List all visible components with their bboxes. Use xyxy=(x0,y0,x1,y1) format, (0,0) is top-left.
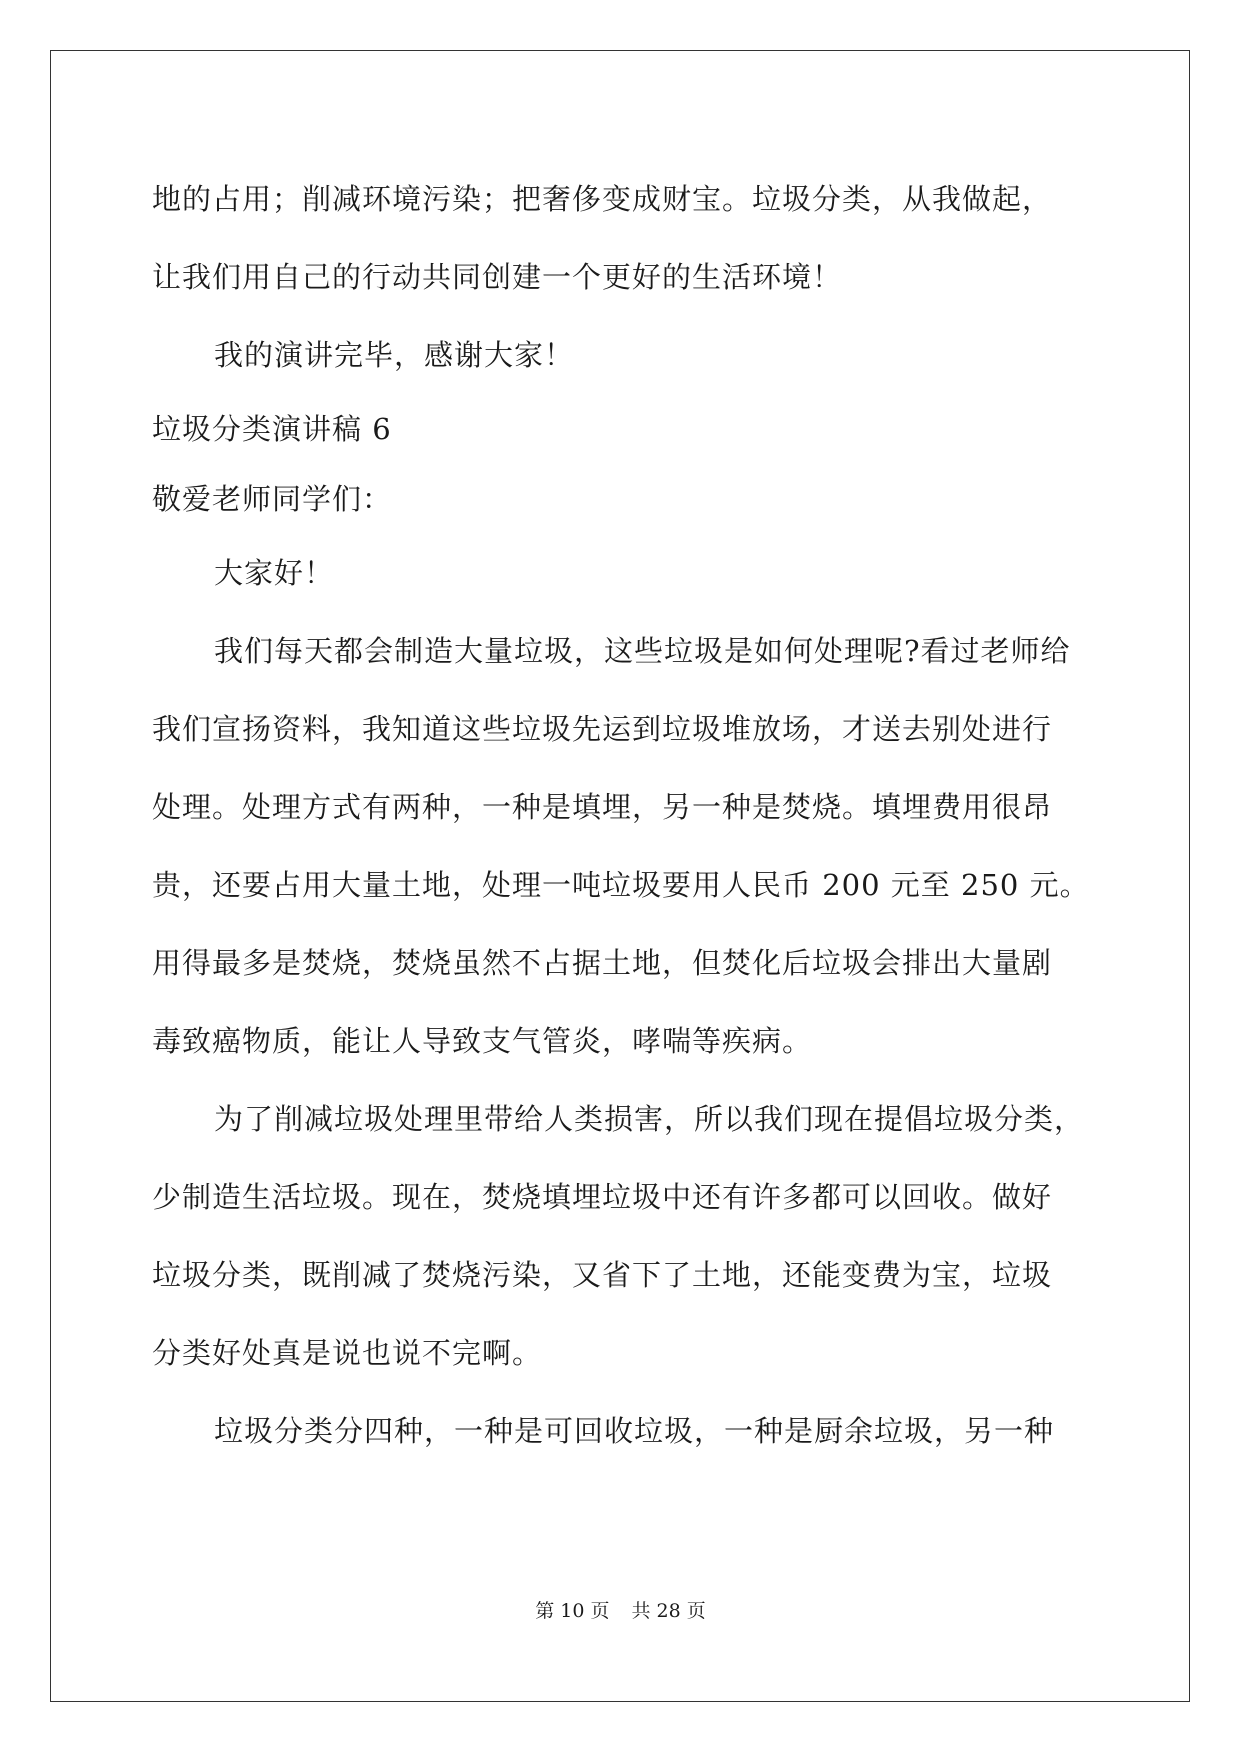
section-title: 垃圾分类演讲稿 6 xyxy=(152,412,392,446)
paragraph-line: 毒致癌物质，能让人导致支气管炎，哮喘等疾病。 xyxy=(152,1024,813,1058)
page-footer xyxy=(0,1596,1241,1623)
page-number-current: 第 10 页 xyxy=(535,1600,610,1622)
paragraph-line: 垃圾分类分四种，一种是可回收垃圾，一种是厨余垃圾，另一种 xyxy=(214,1414,1055,1448)
paragraph-line: 贵，还要占用大量土地，处理一吨垃圾要用人民币 200 元至 250 元。 xyxy=(152,868,1090,902)
paragraph-line: 我们宣扬资料，我知道这些垃圾先运到垃圾堆放场，才送去别处进行 xyxy=(152,712,1053,746)
closing-line: 我的演讲完毕，感谢大家！ xyxy=(214,338,575,372)
paragraph-line: 地的占用；削减环境污染；把奢侈变成财宝。垃圾分类，从我做起， xyxy=(152,182,1053,216)
paragraph-line: 处理。处理方式有两种，一种是填埋，另一种是焚烧。填埋费用很昂 xyxy=(152,790,1053,824)
page-number-total: 共 28 页 xyxy=(631,1600,706,1622)
document-body xyxy=(152,160,1092,1470)
paragraph-line: 分类好处真是说也说不完啊。 xyxy=(152,1336,543,1370)
paragraph-line: 我们每天都会制造大量垃圾，这些垃圾是如何处理呢?看过老师给 xyxy=(214,634,1071,668)
paragraph-line: 少制造生活垃圾。现在，焚烧填埋垃圾中还有许多都可以回收。做好 xyxy=(152,1180,1053,1214)
paragraph-line: 用得最多是焚烧，焚烧虽然不占据土地，但焚化后垃圾会排出大量剧 xyxy=(152,946,1053,980)
greeting: 大家好！ xyxy=(214,556,335,590)
paragraph-line: 为了削减垃圾处理里带给人类损害，所以我们现在提倡垃圾分类， xyxy=(214,1102,1085,1136)
paragraph-line: 让我们用自己的行动共同创建一个更好的生活环境！ xyxy=(152,260,843,294)
paragraph-line: 垃圾分类，既削减了焚烧污染，又省下了土地，还能变费为宝，垃圾 xyxy=(152,1258,1053,1292)
salutation: 敬爱老师同学们： xyxy=(152,482,393,516)
